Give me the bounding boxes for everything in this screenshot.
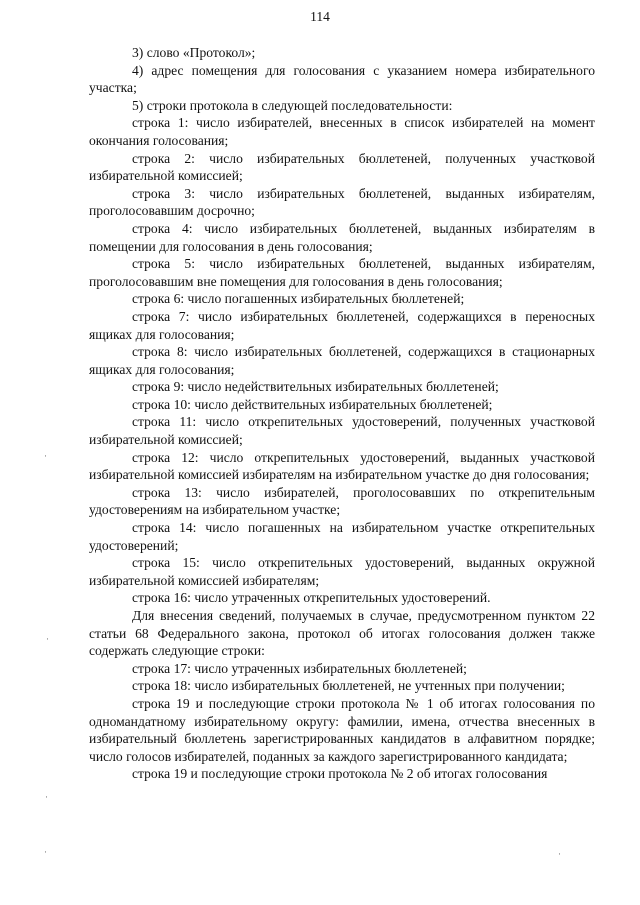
protocol-line-4: строка 4: число избирательных бюллетеней, выданных избирателям в помещении для голосования в день голосования; [89, 220, 595, 254]
protocol-line-16: строка 16: число утраченных открепительных удостоверений. [132, 590, 491, 606]
page-number: 114 [310, 9, 330, 24]
protocol-line-6: строка 6: число погашенных избирательных бюллетеней; [132, 291, 465, 307]
protocol-line-7: строка 7: число избирательных бюллетеней, содержащихся в переносных ящиках для голосования; [89, 308, 595, 342]
scan-speck: · [44, 847, 47, 857]
scan-speck: · [45, 792, 48, 802]
list-item-protocol-word: 3) слово «Протокол»; [132, 45, 256, 60]
list-item-protocol-lines: 5) строки протокола в следующей последовательности: [132, 97, 453, 113]
protocol-line-12: строка 12: число открепительных удостоверений, выданных участковой избирательной комиссией избирателям на избирательном участке до дня голосования; [89, 449, 595, 483]
protocol-line-2: строка 2: число избирательных бюллетеней, полученных участковой избирательной комиссией; [89, 150, 595, 184]
document-body [89, 44, 595, 783]
protocol-line-10: строка 10: число действительных избирательных бюллетеней; [132, 396, 493, 412]
protocol-line-5: строка 5: число избирательных бюллетеней, выданных избирателям, проголосовавшим вне помещения для голосования в день голосования; [89, 256, 595, 289]
scan-speck: · [558, 849, 561, 859]
protocol-line-1: строка 1: число избирателей, внесенных в список избирателей на момент окончания голосования; [89, 115, 595, 148]
protocol-line-9: строка 9: число недействительных избирательных бюллетеней; [132, 379, 499, 395]
protocol-line-11: строка 11: число открепительных удостоверений, полученных участковой избирательной комиссией; [89, 414, 595, 448]
protocol-line-15: строка 15: число открепительных удостоверений, выданных окружной избирательной комиссией избирателям; [89, 555, 595, 588]
protocol-line-3: строка 3: число избирательных бюллетеней, выданных избирателям, проголосовавшим досрочно; [89, 185, 595, 219]
protocol-line-19-no2: строка 19 и последующие строки протокола № 2 об итогах голосования [132, 766, 548, 782]
protocol-line-8: строка 8: число избирательных бюллетеней, содержащихся в стационарных ящиках для голосования; [89, 344, 595, 377]
protocol-line-14: строка 14: число погашенных на избирательном участке открепительных удостоверений; [89, 520, 595, 553]
protocol-line-18: строка 18: число избирательных бюллетеней, не учтенных при получении; [132, 678, 565, 694]
scan-speck: · [46, 634, 49, 644]
protocol-line-19-no1: строка 19 и последующие строки протокола № 1 об итогах голосования по одномандатному избирательному округу: фамилии, имена, отчества внесенных в избирательный бюллетень зарегистрированных кандидатов в алфавитном порядке; число голосов избирателей, поданных за каждого зарегистрированного кандидата; [89, 695, 595, 764]
protocol-line-17: строка 17: число утраченных избирательных бюллетеней; [132, 660, 467, 676]
list-item-address: 4) адрес помещения для голосования с указанием номера избирательного участка; [89, 62, 595, 96]
scan-speck: · [44, 451, 47, 461]
protocol-line-13: строка 13: число избирателей, проголосовавших по открепительным удостоверениям на избирательном участке; [89, 484, 595, 518]
additional-lines-intro: Для внесения сведений, получаемых в случае, предусмотренном пунктом 22 статьи 68 Федерального закона, протокол об итогах голосования должен также содержать следующие строки: [89, 608, 595, 659]
